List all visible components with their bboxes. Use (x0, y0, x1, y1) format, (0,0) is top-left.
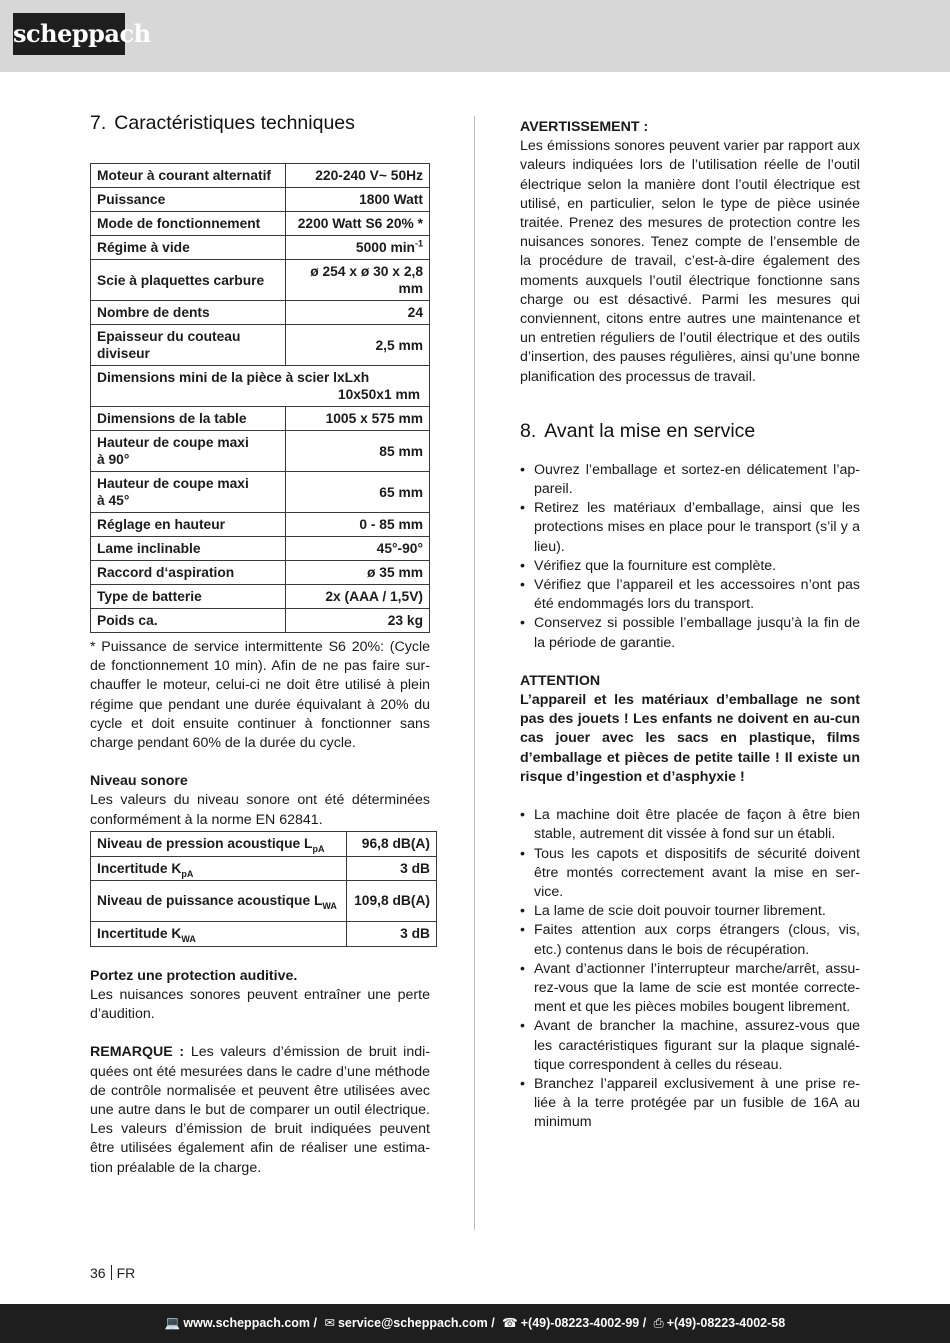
list-item: • La lame de scie doit pouvoir tourner librement. (520, 902, 860, 921)
section-number: 8. (520, 419, 537, 442)
spec-value-line: ø 254 x ø 30 x 2,8 (310, 264, 423, 279)
table-row (91, 880, 437, 921)
protection-text: Les nuisances sonores peuvent entraîner une perte d’audition. (90, 987, 430, 1023)
noise-label-subscript: pA (181, 868, 194, 879)
noise-label-text: Incertitude K (97, 926, 182, 942)
spec-label: Mode de fonctionnement (91, 212, 286, 236)
spec-label-line: à 90° (97, 452, 130, 467)
noise-label-subscript: WA (181, 934, 196, 945)
spec-value-line: mm (398, 281, 423, 296)
fax-icon: ⎙ (653, 1316, 664, 1330)
list-item: • Avant de brancher la machine, assurez-vous que les caractéristiques figurant sur la plaque signalé-tique correspondent à celles du réseau. (520, 1017, 860, 1075)
left-column (90, 112, 430, 1178)
spec-value: 10x50x1 mm (337, 387, 420, 402)
spec-label: Lame inclinable (91, 537, 286, 561)
spec-value: 2x (AAA / 1,5V) (285, 585, 429, 609)
spec-value: 1800 Watt (285, 188, 429, 212)
protection-heading: Portez une protection auditive. (90, 967, 298, 984)
table-row (91, 301, 430, 325)
list-item: • Vérifiez que l’appareil et les accessoires n’ont pas été endommagés lors du transport. (520, 576, 860, 614)
spec-value: 23 kg (285, 609, 429, 633)
table-row (91, 366, 430, 407)
table-row (91, 609, 430, 633)
noise-label-subscript: WA (322, 901, 337, 912)
website-link[interactable]: www.scheppach.com / (183, 1316, 317, 1330)
table-row (91, 212, 430, 236)
section-7-heading (90, 112, 430, 135)
spec-label-line: Epaisseur du couteau (97, 329, 241, 344)
noise-intro: Les valeurs du niveau sonore ont été déterminées conformément à la norme EN 62841. (90, 792, 430, 828)
spec-label (91, 472, 286, 513)
spec-value: 24 (285, 301, 429, 325)
spec-label-line: Hauteur de coupe maxi (97, 476, 249, 491)
table-row (91, 585, 430, 609)
list-item: • La machine doit être placée de façon à être bien stable, autrement dit vissée à fond sur un établi. (520, 806, 860, 844)
spec-label: Régime à vide (91, 236, 286, 260)
preparation-list (520, 461, 860, 653)
power-footnote: * Puissance de service intermittente S6 20%: (Cycle de fonctionnement 10 min). Afin de ne pas faire sur-chauffer le moteur, celui-ci ne doit être utilisé à plein régime que pendant une durée équivalant à 20% du cycle et doit ensuite continuer à fonctionner sans charge pendant 60% de la durée du cycle. (90, 639, 430, 752)
fax-number: +(49)-08223-4002-58 (666, 1316, 786, 1330)
noise-value: 3 dB (347, 921, 437, 946)
spec-label: Réglage en hauteur (91, 513, 286, 537)
footer-band (0, 1304, 950, 1343)
noise-value: 109,8 dB(A) (347, 880, 437, 921)
list-item: • Avant d’actionner l’interrupteur marche/arrêt, assu-rez-vous que la lame de scie est montée correcte-ment et que les pièces mobiles bougent librement. (520, 960, 860, 1018)
spec-value (285, 236, 429, 260)
email-link[interactable]: service@scheppach.com / (337, 1316, 495, 1330)
noise-label (91, 921, 347, 946)
section-title: Caractéristiques techniques (114, 112, 355, 134)
attention-text: L’appareil et les matériaux d’emballage ne sont pas des jouets ! Les enfants ne doivent en au-cun cas jouer avec les sacs en plastique, films d’emballage et pièces de petite taille ! Il existe un risque d’ingestion et d’asphyxie ! (520, 692, 860, 785)
remark-paragraph (90, 1043, 430, 1177)
noise-value: 3 dB (347, 856, 437, 880)
spec-value: 2,5 mm (285, 325, 429, 366)
noise-value: 96,8 dB(A) (347, 831, 437, 856)
table-row (91, 164, 430, 188)
right-column (520, 118, 860, 1133)
list-item: • Branchez l’appareil exclusivement à une prise re-liée à la terre protégée par un fusible de 16A au minimum (520, 1075, 860, 1133)
table-row (91, 537, 430, 561)
noise-label-subscript: pA (312, 844, 325, 855)
table-row (91, 325, 430, 366)
noise-label-text: Incertitude K (97, 860, 182, 876)
section-number: 7. (90, 112, 107, 134)
spec-value: ø 35 mm (285, 561, 429, 585)
page-number-value: 36 (90, 1265, 106, 1281)
spec-label (91, 431, 286, 472)
setup-list (520, 806, 860, 1132)
spec-label-line: diviseur (97, 346, 150, 361)
table-row (91, 856, 437, 880)
warning-heading: AVERTISSEMENT : (520, 119, 649, 135)
spec-label (91, 325, 286, 366)
spec-full-row (91, 366, 430, 407)
table-row (91, 513, 430, 537)
spec-value: 0 - 85 mm (285, 513, 429, 537)
spec-label: Poids ca. (91, 609, 286, 633)
phone-number: +(49)-08223-4002-99 / (520, 1316, 647, 1330)
spec-value-superscript: -1 (414, 238, 423, 249)
list-item: • Conservez si possible l’emballage jusqu’à la fin de la période de garantie. (520, 614, 860, 652)
column-divider (474, 116, 475, 1230)
table-row (91, 831, 437, 856)
spec-label: Puissance (91, 188, 286, 212)
table-row (91, 472, 430, 513)
noise-heading: Niveau sonore (90, 773, 188, 790)
page-number (90, 1265, 135, 1281)
attention-heading: ATTENTION (520, 672, 601, 689)
table-row (91, 561, 430, 585)
scheppach-logo: scheppach (13, 13, 125, 55)
page-separator (111, 1265, 112, 1280)
spec-label: Moteur à courant alternatif (91, 164, 286, 188)
table-row (91, 431, 430, 472)
section-title: Avant la mise en service (544, 419, 756, 442)
spec-label: Nombre de dents (91, 301, 286, 325)
list-item: • Vérifiez que la fourniture est complète. (520, 557, 860, 576)
spec-label-line: Hauteur de coupe maxi (97, 435, 249, 450)
spec-label: Type de batterie (91, 585, 286, 609)
spec-label: Raccord d‘aspiration (91, 561, 286, 585)
noise-label (91, 831, 347, 856)
table-row (91, 260, 430, 301)
language-code: FR (116, 1265, 136, 1281)
spec-value: 220-240 V~ 50Hz (285, 164, 429, 188)
noise-table (90, 831, 437, 947)
noise-label (91, 856, 347, 880)
spec-label: Scie à plaquettes carbure (91, 260, 286, 301)
list-item: • Tous les capots et dispositifs de sécurité doivent être montés correctement avant la mise en ser-vice. (520, 845, 860, 903)
list-item: • Retirez les matériaux d’emballage, ainsi que les protections mises en place pour le transport (s’il y a lieu). (520, 499, 860, 557)
computer-icon: 💻 (164, 1316, 181, 1330)
spec-value-text: 5000 min (355, 240, 415, 255)
spec-label: Dimensions de la table (91, 407, 286, 431)
spec-label: Dimensions mini de la pièce à scier lxLxh (97, 370, 370, 385)
noise-label-text: Niveau de puissance acoustique L (97, 893, 323, 909)
spec-value: 45°-90° (285, 537, 429, 561)
list-item: • Ouvrez l’emballage et sortez-en délicatement l’ap-pareil. (520, 461, 860, 499)
spec-value (285, 260, 429, 301)
phone-icon: ☎ (502, 1316, 518, 1330)
spec-value: 1005 x 575 mm (285, 407, 429, 431)
noise-label-text: Niveau de pression acoustique L (97, 836, 313, 852)
table-row (91, 236, 430, 260)
spec-value: 2200 Watt S6 20% * (285, 212, 429, 236)
noise-label (91, 880, 347, 921)
header-band (0, 0, 950, 72)
spec-label-line: à 45° (97, 493, 130, 508)
remark-label: REMARQUE : (90, 1044, 185, 1061)
table-row (91, 407, 430, 431)
warning-text: Les émissions sonores peuvent varier par rapport aux valeurs indiquées lors de l’utilisation réelle de l’outil électrique selon la manière dont l’outil électrique est utilisé, en particulier, selon le type de pièce usinée traitée. Prenez des mesures de protection contre les nuisances sonores. Tenez compte de l’ensemble de la procédure de travail, c’est-à-dire également des moments auxquels l’outil électrique fonctionne sans charge ou est désactivé. Parmi les mesures qui conviennent, citons entre autres une maintenance et un entretien réguliers de l’outil électrique et des outils d’insertion, des pauses régulières, ainsi qu’une bonne planification des processus de travail. (520, 138, 860, 385)
spec-table (90, 163, 430, 633)
remark-text: Les valeurs d’émission de bruit indi-quées ont été mesurées dans le cadre d’une méthode de contrôle normalisée et peuvent être utilisées avec une autre dans le but de comparer un outil électrique. Les valeurs d’émission de bruit indiquées peuvent être utilisées également afin de réaliser une estima-tion préalable de la charge. (90, 1044, 430, 1176)
list-item: • Faites attention aux corps étrangers (clous, vis, etc.) contenus dans le bois de récupération. (520, 921, 860, 959)
section-8-heading (520, 420, 860, 443)
table-row (91, 188, 430, 212)
spec-value: 65 mm (285, 472, 429, 513)
email-icon: ✉ (324, 1316, 335, 1330)
table-row (91, 921, 437, 946)
spec-value: 85 mm (285, 431, 429, 472)
